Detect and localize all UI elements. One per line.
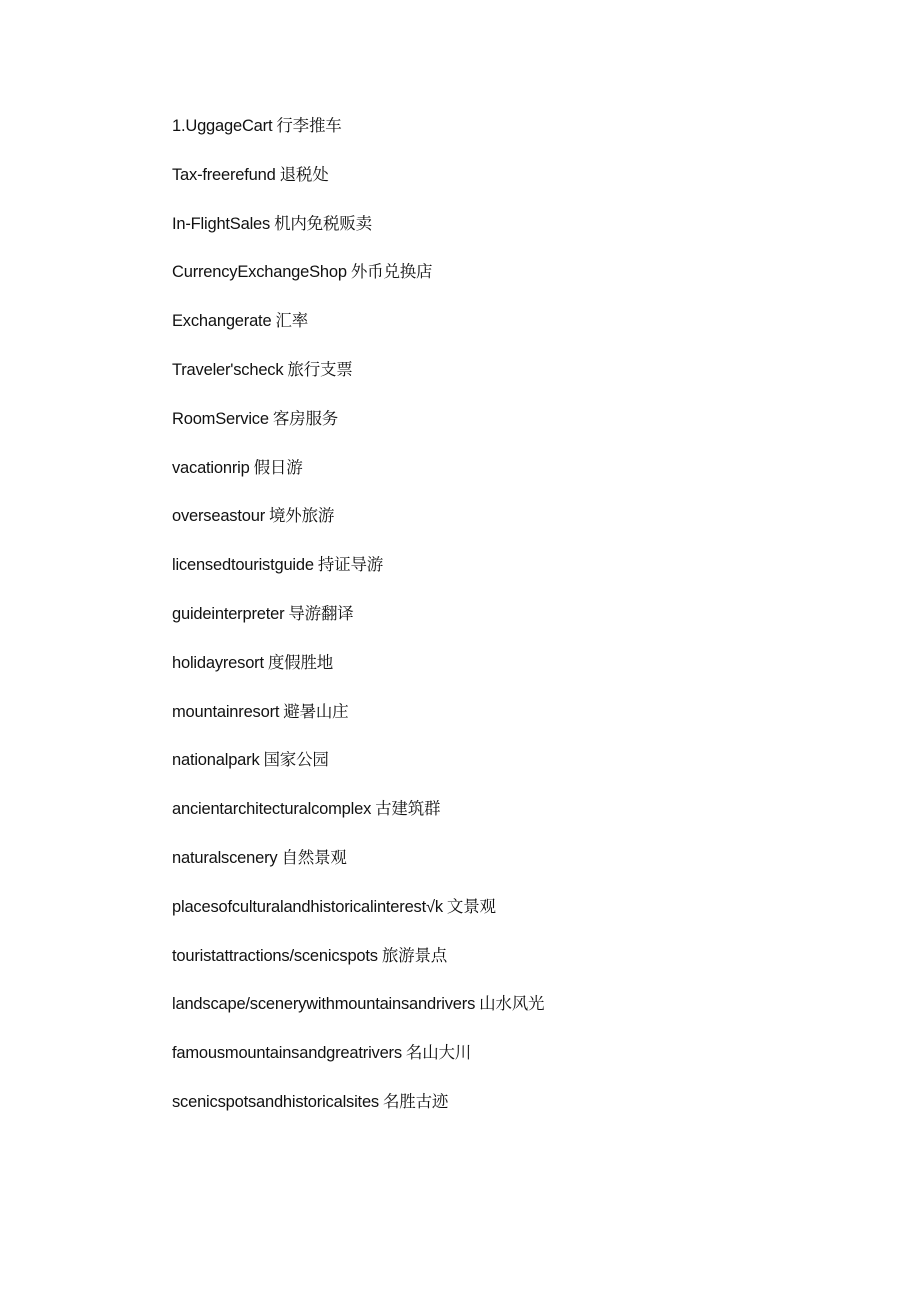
term-chinese: 境外旅游	[268, 506, 335, 526]
term-english: mountainresort	[172, 702, 280, 721]
glossary-entry	[172, 1088, 872, 1137]
term-chinese: 客房服务	[272, 408, 339, 428]
glossary-entry	[172, 307, 872, 356]
term-chinese: 自然景观	[281, 847, 347, 867]
term-english: naturalscenery	[172, 848, 278, 867]
glossary-entry	[172, 698, 872, 747]
term-chinese: 名胜古迹	[382, 1091, 449, 1111]
term-english: holidayresort	[172, 653, 264, 672]
term-chinese: 名山大川	[405, 1043, 472, 1063]
term-english: overseastour	[172, 507, 265, 526]
term-english: vacationrip	[172, 458, 250, 477]
term-english: ancientarchitecturalcomplex	[172, 800, 372, 819]
term-chinese: 外币兑换店	[350, 262, 433, 282]
term-english: famousmountainsandgreatrivers	[172, 1044, 402, 1063]
term-chinese: 山水风光	[479, 994, 545, 1014]
term-chinese: 避暑山庄	[283, 701, 349, 721]
term-chinese: 行李推车	[276, 116, 342, 135]
term-english: guideinterpreter	[172, 604, 285, 623]
glossary-entry	[172, 258, 872, 307]
glossary-entry	[172, 795, 872, 844]
glossary-entry	[172, 210, 872, 259]
term-chinese: 文景观	[446, 896, 496, 916]
glossary-entry	[172, 356, 872, 405]
term-english: Exchangerate	[172, 312, 272, 331]
term-chinese: 退税处	[279, 164, 329, 184]
term-english: Traveler'scheck	[172, 360, 284, 379]
term-english: CurrencyExchangeShop	[172, 263, 347, 282]
term-chinese: 假日游	[253, 457, 303, 477]
glossary-entry	[172, 405, 872, 454]
term-chinese: 古建筑群	[375, 799, 441, 819]
glossary-entry	[172, 161, 872, 210]
glossary-entry	[172, 551, 872, 600]
term-english: licensedtouristguide	[172, 556, 314, 575]
term-english: scenicspotsandhistoricalsites	[172, 1092, 379, 1111]
term-chinese: 国家公园	[263, 750, 329, 770]
term-chinese: 度假胜地	[267, 652, 334, 672]
term-english: placesofculturalandhistoricalinterest√k	[172, 897, 443, 916]
term-english: touristattractions/scenicspots	[172, 946, 378, 965]
glossary-entry	[172, 990, 872, 1039]
term-chinese: 机内免税贩卖	[274, 213, 372, 233]
term-english: nationalpark	[172, 751, 260, 770]
glossary-entry	[172, 746, 872, 795]
term-english: 1.UggageCart	[172, 117, 273, 135]
glossary-entry	[172, 1039, 872, 1088]
glossary-entry	[172, 112, 872, 161]
term-chinese: 导游翻译	[288, 603, 354, 623]
glossary-entry	[172, 649, 872, 698]
term-english: Tax-freerefund	[172, 165, 276, 184]
term-english: In-FlightSales	[172, 214, 271, 233]
glossary-list	[172, 112, 872, 1137]
term-chinese: 汇率	[275, 311, 309, 331]
glossary-entry	[172, 502, 872, 551]
term-chinese: 持证导游	[317, 555, 384, 575]
term-chinese: 旅行支票	[287, 359, 353, 379]
glossary-entry	[172, 600, 872, 649]
glossary-entry	[172, 893, 872, 942]
term-english: landscape/scenerywithmountainsandrivers	[172, 995, 476, 1014]
glossary-entry	[172, 844, 872, 893]
term-english: RoomService	[172, 409, 269, 428]
glossary-entry	[172, 942, 872, 991]
term-chinese: 旅游景点	[381, 945, 448, 965]
glossary-entry	[172, 454, 872, 503]
